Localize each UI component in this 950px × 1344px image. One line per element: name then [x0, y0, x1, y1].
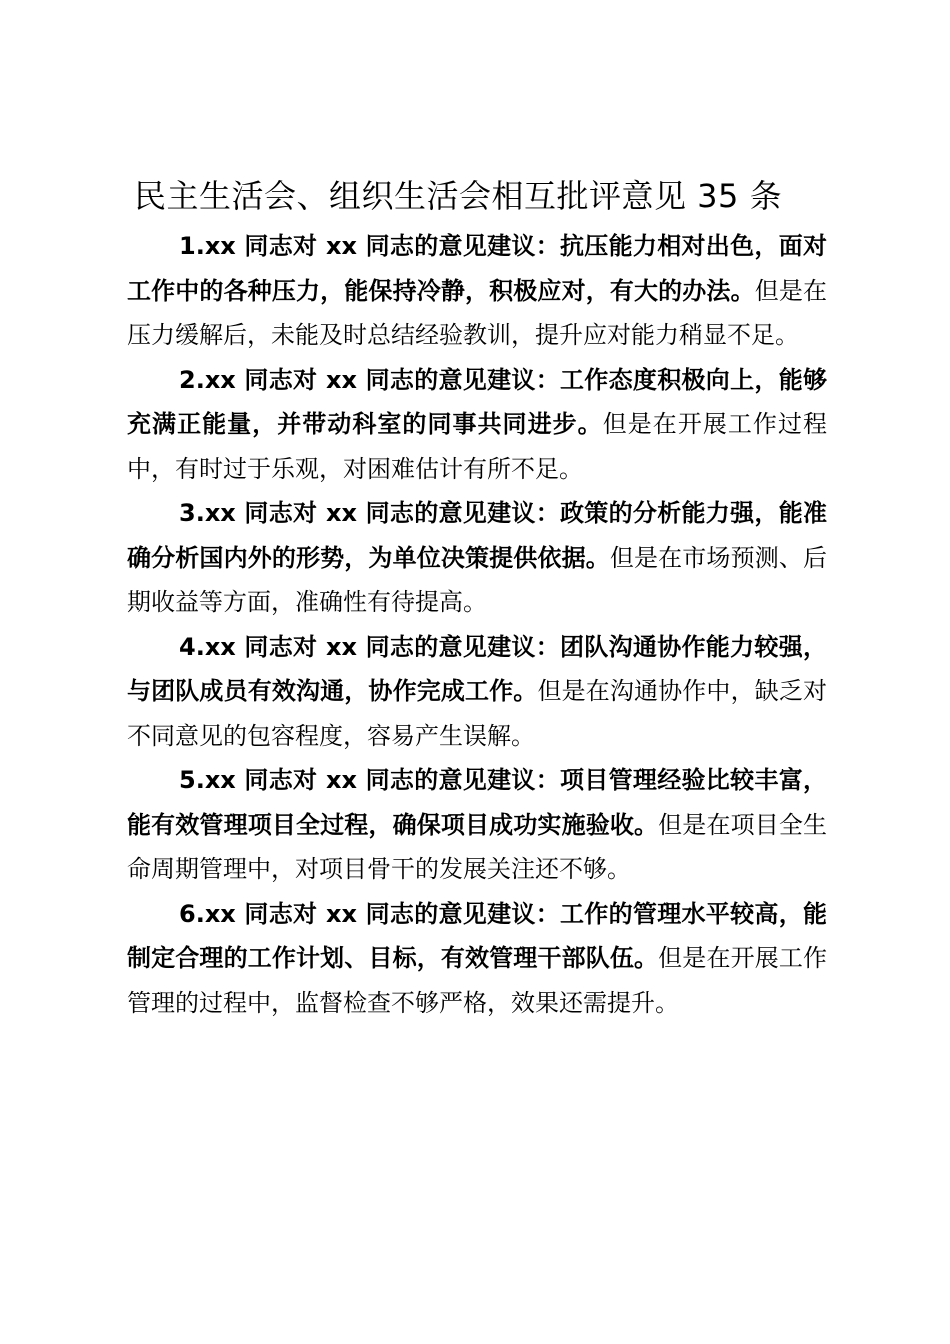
paragraph-2-bold: 2.xx 同志对 xx 同志的意见建议：工作态度积极向上，能够充满正能量，并带动科室的同事共同进步。 [127, 365, 827, 438]
paragraph-6-bold: 6.xx 同志对 xx 同志的意见建议：工作的管理水平较高，能制定合理的工作计划、目标，有效管理干部队伍。 [127, 899, 827, 972]
paragraph-1-normal: 但是在压力缓解后，未能及时总结经验教训，提升应对能力稍显不足。 [127, 276, 828, 349]
paragraph-3-bold: 3.xx 同志对 xx 同志的意见建议：政策的分析能力强，能准确分析国内外的形势，为单位决策提供依据。 [127, 499, 827, 572]
paragraph-3 [127, 491, 827, 625]
paragraph-5 [127, 758, 827, 892]
paragraph-4-normal: 但是在沟通协作中，缺乏对不同意见的包容程度，容易产生误解。 [127, 677, 828, 750]
paragraph-1-bold: 1.xx 同志对 xx 同志的意见建议：抗压能力相对出色，面对工作中的各种压力，能保持冷静，积极应对，有大的办法。 [127, 232, 827, 305]
paragraph-2-normal: 但是在开展工作过程中，有时过于乐观，对困难估计有所不足。 [127, 410, 827, 483]
paragraph-1 [127, 224, 827, 358]
paragraph-5-bold: 5.xx 同志对 xx 同志的意见建议：项目管理经验比较丰富，能有效管理项目全过程，确保项目成功实施验收。 [127, 766, 827, 839]
document-body [127, 224, 827, 1025]
document-title: 民主生活会、组织生活会相互批评意见 35 条 [134, 177, 783, 215]
paragraph-3-normal: 但是在市场预测、后期收益等方面，准确性有待提高。 [127, 543, 828, 616]
paragraph-5-normal: 但是在项目全生命周期管理中，对项目骨干的发展关注还不够。 [127, 810, 828, 883]
paragraph-6 [127, 892, 827, 1026]
paragraph-6-normal: 但是在开展工作管理的过程中，监督检查不够严格，效果还需提升。 [127, 944, 828, 1017]
paragraph-4 [127, 625, 827, 759]
paragraph-4-bold: 4.xx 同志对 xx 同志的意见建议：团队沟通协作能力较强，与团队成员有效沟通，协作完成工作。 [127, 632, 827, 705]
paragraph-2 [127, 358, 827, 492]
